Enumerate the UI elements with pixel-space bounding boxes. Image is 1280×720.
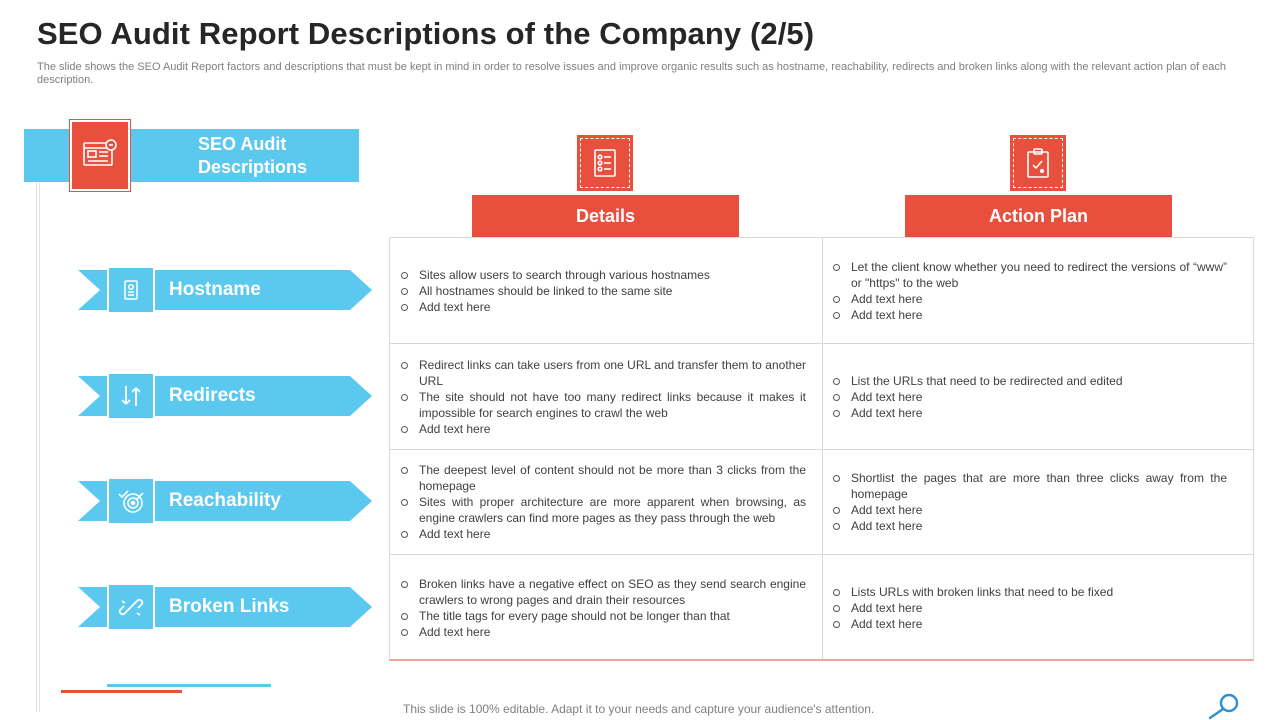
details-column-header: Details <box>472 195 739 237</box>
list-item: Add text here <box>831 616 1227 632</box>
list-item: Broken links have a negative effect on SEO as they send search engine crawlers to wrong pages and drain their resources <box>399 576 806 608</box>
list-item: The site should not have too many redirect links because it makes it impossible for search engines to crawl the web <box>399 389 806 421</box>
checklist-icon <box>592 148 618 178</box>
slide-subtitle: The slide shows the SEO Audit Report factors and descriptions that must be kept in mind in order to resolve issues and improve organic results such as hostname, reachability, redirects and broken links along with the relevant action plan of each description. <box>37 61 1227 86</box>
left-vertical-divider <box>36 180 40 712</box>
list-item: Redirect links can take users from one URL and transfer them to another URL <box>399 357 806 389</box>
decorative-red-line <box>61 690 182 693</box>
table-cell-details-broken-links <box>399 555 806 660</box>
action-plan-column-header: Action Plan <box>905 195 1172 237</box>
list-item: Lists URLs with broken links that need to be fixed <box>831 584 1227 600</box>
row-label-broken-links: Broken Links <box>169 596 290 617</box>
list-item: Add text here <box>831 518 1227 534</box>
table-cell-action-reachability <box>831 450 1227 554</box>
row-icon-box-broken-links <box>107 583 155 631</box>
list-item: The title tags for every page should not be longer than that <box>399 608 806 624</box>
list-item: Add text here <box>831 389 1227 405</box>
row-label-redirects: Redirects <box>169 385 256 406</box>
row-icon-box-hostname <box>107 266 155 314</box>
decorative-blue-line <box>107 684 271 687</box>
list-item: Add text here <box>831 600 1227 616</box>
slide-footer: This slide is 100% editable. Adapt it to your needs and capture your audience's attention. <box>403 702 875 716</box>
list-item: Shortlist the pages that are more than three clicks away from the homepage <box>831 470 1227 502</box>
list-item: Add text here <box>831 405 1227 421</box>
list-item: Add text here <box>399 421 806 437</box>
redirect-arrows-icon <box>117 382 145 410</box>
list-item: Add text here <box>399 526 806 542</box>
table-cell-action-hostname <box>831 238 1227 343</box>
id-badge-icon <box>119 278 143 302</box>
list-item: Add text here <box>831 502 1227 518</box>
list-item: Add text here <box>831 307 1227 323</box>
list-item: Sites with proper architecture are more apparent when browsing, as engine crawlers can find more pages as they pass through the web <box>399 494 806 526</box>
slide-title: SEO Audit Report Descriptions of the Company (2/5) <box>37 16 815 51</box>
list-item: Sites allow users to search through various hostnames <box>399 267 806 283</box>
list-item: Add text here <box>399 624 806 640</box>
action-plan-icon-box <box>1010 135 1066 191</box>
table-cell-action-broken-links <box>831 555 1227 660</box>
row-label-hostname: Hostname <box>169 279 261 300</box>
table-cell-details-hostname <box>399 238 806 343</box>
list-item: Add text here <box>831 291 1227 307</box>
list-item: Add text here <box>399 299 806 315</box>
audit-table <box>389 237 1254 661</box>
descriptions-header-label: SEO Audit Descriptions <box>198 134 308 177</box>
table-cell-details-redirects <box>399 344 806 449</box>
row-icon-box-redirects <box>107 372 155 420</box>
list-item: List the URLs that need to be redirected and edited <box>831 373 1227 389</box>
list-item: All hostnames should be linked to the same site <box>399 283 806 299</box>
table-cell-action-redirects <box>831 344 1227 449</box>
list-item: The deepest level of content should not be more than 3 clicks from the homepage <box>399 462 806 494</box>
list-item: Let the client know whether you need to redirect the versions of “www” or "https" to the web <box>831 259 1227 291</box>
row-icon-box-reachability <box>107 477 155 525</box>
search-icon <box>1205 692 1241 720</box>
details-icon-box <box>577 135 633 191</box>
row-label-reachability: Reachability <box>169 490 281 511</box>
descriptions-header-icon-box <box>70 120 130 191</box>
broken-link-icon <box>117 593 145 621</box>
seo-dashboard-icon <box>81 137 119 175</box>
target-check-icon <box>116 486 146 516</box>
clipboard-icon <box>1025 147 1051 179</box>
table-cell-details-reachability <box>399 450 806 554</box>
